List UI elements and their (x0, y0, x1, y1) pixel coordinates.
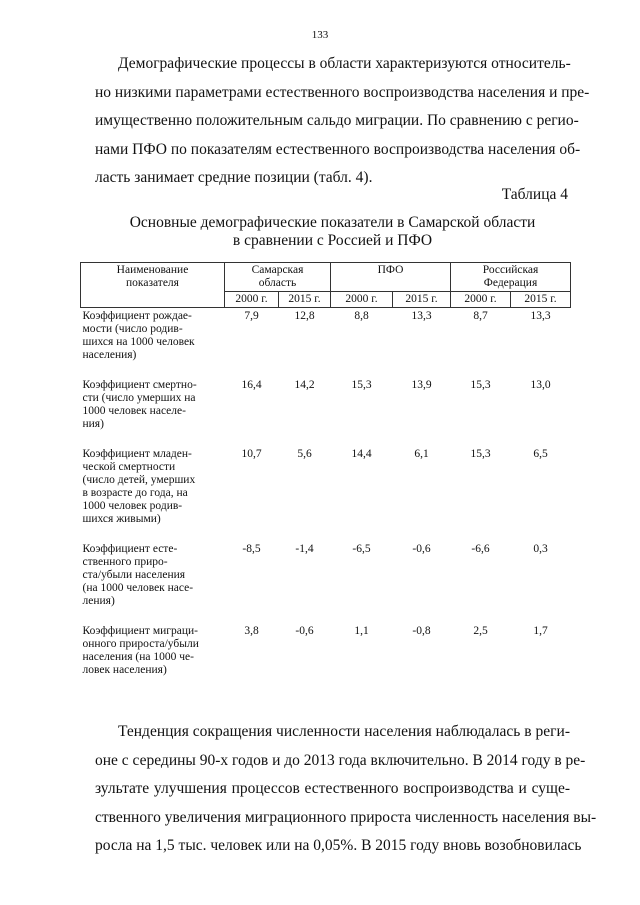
value-cell: 6,1 (414, 448, 429, 460)
table-label: Таблица 4 (501, 186, 568, 203)
indicator-line: (число детей, умерших (82, 474, 196, 486)
year-header: 2000 г. (451, 292, 511, 308)
intro-line: нами ПФО по показателям естественного воспроизводства населения об- (95, 140, 581, 158)
indicator-name (81, 543, 225, 625)
indicator-name (81, 379, 225, 448)
indicator-name (81, 448, 225, 543)
indicator-line: 1000 человек родив- (82, 500, 183, 512)
value-cell: -6,6 (471, 543, 490, 555)
value-cell: 3,8 (244, 625, 259, 637)
year-header: 2015 г. (511, 292, 571, 308)
value-cell: 12,8 (294, 310, 315, 322)
value-cell: -8,5 (242, 543, 261, 555)
value-cell: 14,4 (351, 448, 372, 460)
indicator-line: ственного приро- (82, 556, 168, 568)
indicator-line: 1000 человек населе- (82, 405, 186, 417)
value-cell: -6,5 (352, 543, 371, 555)
indicator-line: в возрасте до года, на (82, 487, 188, 499)
value-cell: 13,9 (411, 379, 432, 391)
indicator-line: ния) (82, 418, 104, 430)
indicator-line: Коэффициент смертно- (82, 379, 197, 391)
outro-line: Тенденция сокращения численности населения наблюдалась в реги- (118, 723, 570, 740)
indicator-header (81, 263, 225, 308)
indicator-line: шихся на 1000 человек (82, 336, 195, 348)
year-header: 2015 г. (393, 292, 451, 308)
table-header-row (81, 263, 571, 292)
intro-line: Демографические процессы в области характеризуются относитель- (118, 55, 571, 72)
value-cell: 8,8 (354, 310, 369, 322)
indicator-name (81, 308, 225, 380)
value-cell: -0,6 (295, 625, 314, 637)
indicator-line: Коэффициент младен- (82, 448, 192, 460)
value-cell: 1,1 (354, 625, 369, 637)
group-header-russia (451, 263, 571, 292)
outro-line: ственного увеличения миграционного прироста численность населения вы- (95, 808, 597, 826)
indicator-line: населения (на 1000 че- (82, 651, 194, 663)
indicator-name (81, 625, 225, 677)
page-number: 133 (311, 29, 329, 41)
value-cell: 14,2 (294, 379, 315, 391)
year-header: 2000 г. (225, 292, 279, 308)
table-title-line: в сравнении с Россией и ПФО (232, 232, 433, 249)
header-line: Наименование (116, 264, 189, 276)
outro-paragraph (95, 718, 597, 861)
indicator-line: мости (число родив- (82, 323, 183, 335)
value-cell: 15,3 (470, 448, 491, 460)
intro-line: но низкими параметрами естественного воспроизводства населения и пре- (95, 83, 590, 101)
intro-paragraph (95, 50, 590, 193)
indicator-line: сти (число умерших на (82, 392, 196, 404)
outro-line: росла на 1,5 тыс. человек или на 0,05%. В 2015 году вновь возобновилась (95, 837, 582, 855)
value-cell: 10,7 (241, 448, 262, 460)
value-cell: 0,3 (533, 543, 548, 555)
year-header: 2000 г. (331, 292, 393, 308)
year-header: 2015 г. (279, 292, 331, 308)
table-row (81, 625, 571, 677)
value-cell: 13,3 (530, 310, 551, 322)
value-cell: 2,5 (473, 625, 488, 637)
outro-line: оне с середины 90-х годов и до 2013 года включительно. В 2014 году в ре- (95, 751, 586, 769)
table-row (81, 448, 571, 543)
table-row (81, 308, 571, 380)
value-cell: 15,3 (470, 379, 491, 391)
indicator-line: Коэффициент миграци- (82, 625, 198, 637)
value-cell: 8,7 (473, 310, 488, 322)
header-line: Федерация (483, 277, 538, 289)
value-cell: -0,6 (412, 543, 431, 555)
value-cell: 1,7 (533, 625, 548, 637)
value-cell: 6,5 (533, 448, 548, 460)
table-row (81, 379, 571, 448)
intro-line: имущественно положительным сальдо миграции. По сравнению с регио- (95, 112, 579, 130)
indicator-line: Коэффициент рождае- (82, 310, 192, 322)
demographic-table (80, 262, 571, 677)
intro-line: ласть занимает средние позиции (табл. 4). (95, 169, 373, 187)
indicator-line: (на 1000 человек насе- (82, 582, 194, 594)
indicator-line: Коэффициент есте- (82, 543, 178, 555)
value-cell: -0,8 (412, 625, 431, 637)
value-cell: 5,6 (297, 448, 312, 460)
header-line: показателя (126, 277, 179, 289)
header-line: область (258, 277, 297, 289)
table-title (95, 214, 570, 250)
value-cell: 13,0 (530, 379, 551, 391)
indicator-line: ста/убыли населения (82, 569, 186, 581)
header-line: Самарская (251, 264, 304, 276)
group-header-samara (225, 263, 331, 292)
value-cell: 15,3 (351, 379, 372, 391)
indicator-line: ческой смертности (82, 461, 176, 473)
indicator-line: населения) (82, 349, 137, 361)
value-cell: 16,4 (241, 379, 262, 391)
indicator-line: шихся живыми) (82, 513, 161, 525)
outro-line: зультате улучшения процессов естественного воспроизводства и суще- (95, 780, 570, 798)
table-row (81, 543, 571, 625)
table-title-line: Основные демографические показатели в Самарской области (129, 214, 536, 231)
value-cell: 7,9 (244, 310, 259, 322)
header-line: Российская (482, 264, 539, 276)
indicator-line: ловек населения) (82, 664, 167, 676)
group-header-pfo (331, 263, 451, 292)
value-cell: 13,3 (411, 310, 432, 322)
indicator-line: онного прироста/убыли (82, 638, 199, 650)
indicator-line: ления) (82, 595, 115, 607)
value-cell: -1,4 (295, 543, 314, 555)
header-line: ПФО (377, 264, 404, 276)
